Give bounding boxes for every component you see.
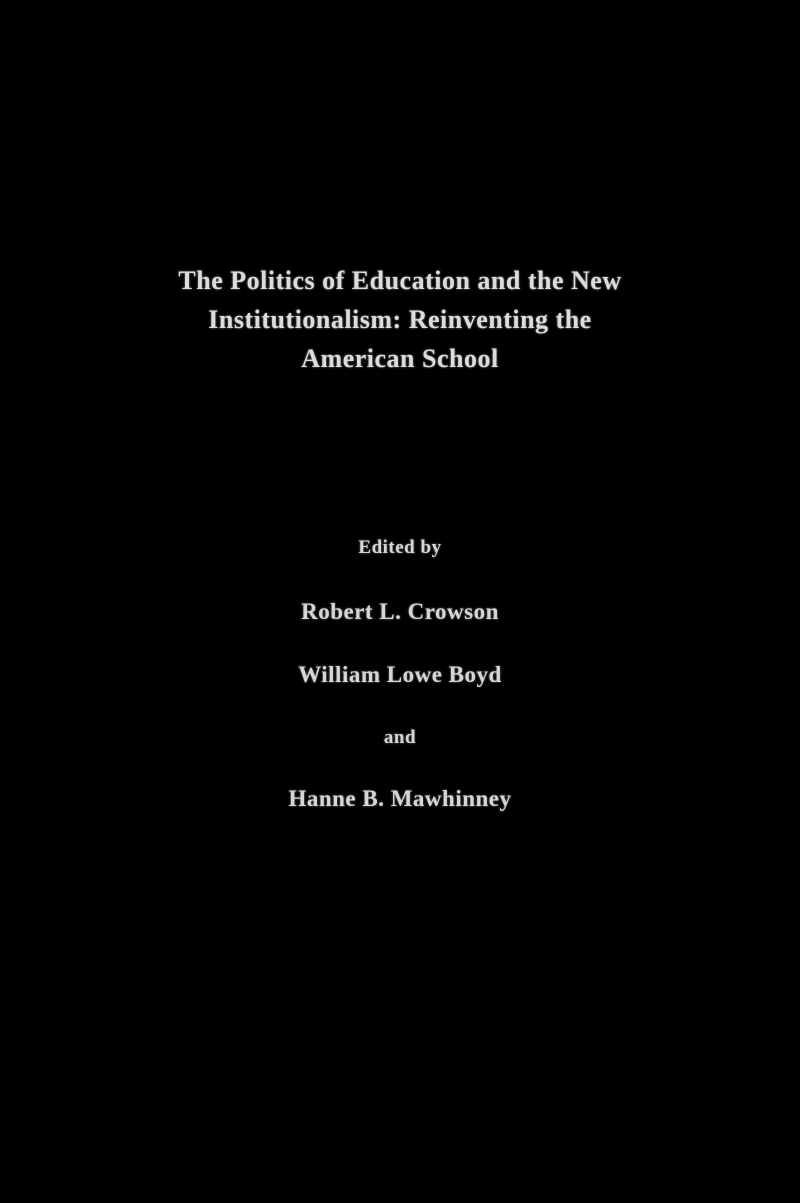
editor-name-2: William Lowe Boyd <box>298 662 502 687</box>
editor-name-1: Robert L. Crowson <box>301 599 499 624</box>
editor-name-3: Hanne B. Mawhinney <box>288 786 512 811</box>
book-title <box>0 261 800 378</box>
book-title-line-2: Institutionalism: Reinventing the <box>208 305 592 334</box>
edited-by-label: Edited by <box>358 537 442 558</box>
book-title-line-1: The Politics of Education and the New <box>178 266 622 295</box>
conjunction-label: and <box>383 727 417 748</box>
book-title-line-3: American School <box>301 344 499 373</box>
